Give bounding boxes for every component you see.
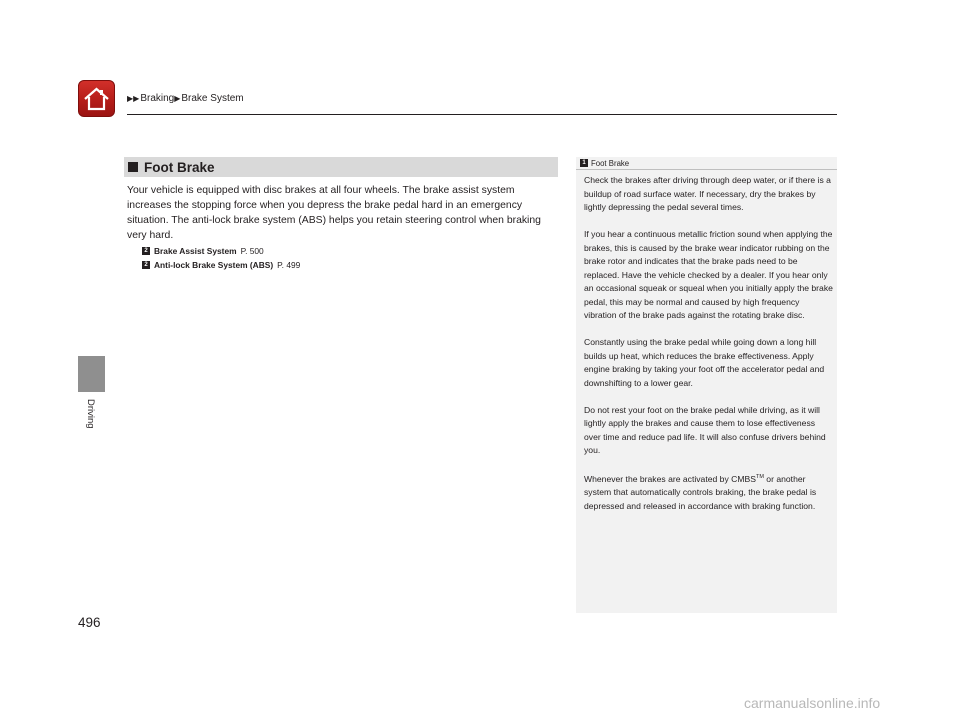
reference-title: Anti-lock Brake System (ABS) [154,260,274,270]
home-icon [83,86,110,111]
reference-link[interactable] [142,244,300,258]
note-paragraph: Constantly using the brake pedal while going down a long hill builds up heat, which reduces the brake effectiveness. Apply engine braking by taking your foot off the accelerator pedal and downshifting to a lower gear. [584,337,825,388]
chapter-tab[interactable] [78,356,105,392]
section-square-icon [128,162,138,172]
reference-list [142,244,300,272]
note-paragraph: If you hear a continuous metallic friction sound when applying the brakes, this is caused by the brake wear indicator rubbing on the brake rotor and indicates that the brake pads need to be replaced. Have the vehicle checked by a dealer. If you hear only an occasional squeak or squeal when you initially apply the brake pedal, this may be normal and caused by high frequency vibration of the brake pads against the rotating brake disc. [584,229,833,320]
breadcrumb-item-braking[interactable]: Braking [140,93,175,104]
note-paragraph: Do not rest your foot on the brake pedal while driving, as it will lightly apply the brakes and cause them to lose effectiveness over time and reduce pad life. It will also confuse drivers behind you. [584,404,826,455]
section-title: Foot Brake [144,159,215,175]
reference-page: P. 499 [277,260,301,270]
watermark: carmanualsonline.info [744,695,881,711]
note-title: Foot Brake [591,158,630,168]
page-number: 496 [78,615,101,630]
reference-page: P. 500 [240,246,264,256]
note-text: Whenever the brakes are activated by CMBS [584,473,756,484]
body-paragraph: Your vehicle is equipped with disc brakes at all four wheels. The brake assist system increases the stopping force when you depress the brake pedal hard in an emergency situation. The anti-lock brake system (ABS) helps you retain steering control when braking very hard. [127,185,541,241]
note-paragraph: Check the brakes after driving through deep water, or if there is a buildup of road surface water. If necessary, dry the brakes by lightly depressing the pedal several times. [584,175,831,212]
reference-arrow-icon: 2 [142,247,150,255]
reference-arrow-icon: 2 [142,261,150,269]
note-panel [576,157,837,613]
reference-title: Brake Assist System [154,246,237,256]
home-button[interactable] [78,80,115,117]
trademark-mark: TM [755,474,764,480]
note-text: or another system that automatically controls braking, the brake pedal is depressed and released in accordance with braking function. [584,473,817,511]
reference-link[interactable] [142,258,300,272]
chapter-label: Driving [85,399,96,429]
breadcrumb [127,93,244,104]
note-heading [576,157,837,170]
note-body [584,174,834,527]
breadcrumb-item-brake-system[interactable]: Brake System [181,93,244,104]
section-heading [124,157,558,177]
note-paragraph [584,471,834,513]
breadcrumb-arrow-icon: ▶▶ [127,94,140,103]
breadcrumb-separator-icon: ▶ [174,94,181,103]
note-icon: 1 [580,159,588,167]
header-divider [127,114,837,115]
